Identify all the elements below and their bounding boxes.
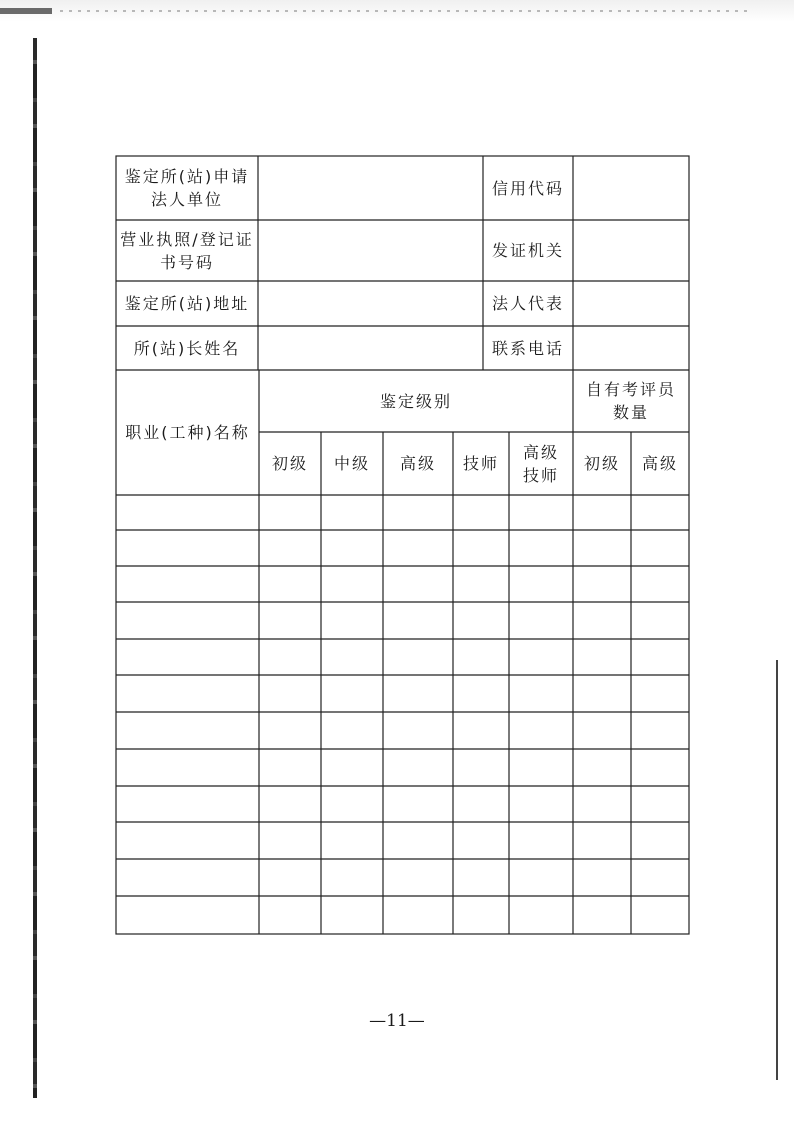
occupation-name-cell[interactable]	[117, 897, 258, 933]
level-senior-technician-cell[interactable]	[510, 823, 572, 858]
certification-level-header: 鉴定级别	[379, 391, 452, 411]
level-column-header: 高级 技师	[522, 442, 559, 485]
level-senior-technician-cell[interactable]	[510, 787, 572, 821]
occupation-name-cell[interactable]	[117, 823, 258, 858]
examiner-column-header: 高级	[641, 454, 678, 473]
level-technician-cell[interactable]	[454, 750, 508, 785]
level-junior-cell[interactable]	[260, 603, 320, 638]
level-senior-technician-cell[interactable]	[510, 531, 572, 565]
level-senior-technician-cell[interactable]	[510, 496, 572, 529]
occupation-name-cell[interactable]	[117, 676, 258, 711]
level-intermediate-cell[interactable]	[322, 750, 382, 785]
examiner-senior-cell[interactable]	[632, 640, 688, 674]
level-senior-cell[interactable]	[384, 897, 452, 933]
level-senior-technician-cell[interactable]	[510, 713, 572, 748]
legal-representative-field[interactable]	[574, 282, 688, 325]
level-senior-cell[interactable]	[384, 860, 452, 895]
level-intermediate-cell[interactable]	[322, 531, 382, 565]
occupation-name-cell[interactable]	[117, 640, 258, 674]
address-label: 鉴定所(站)地址	[124, 294, 250, 313]
examiner-senior-cell[interactable]	[632, 713, 688, 748]
level-senior-technician-cell[interactable]	[510, 750, 572, 785]
phone-label: 联系电话	[491, 338, 564, 358]
examiner-junior-cell[interactable]	[574, 676, 630, 711]
level-technician-cell[interactable]	[454, 713, 508, 748]
occupation-name-cell[interactable]	[117, 531, 258, 565]
level-intermediate-cell[interactable]	[322, 897, 382, 933]
examiner-senior-cell[interactable]	[632, 496, 688, 529]
license-number-label: 营业执照/登记证 书号码	[120, 229, 254, 272]
examiner-junior-cell[interactable]	[574, 567, 630, 601]
examiner-junior-cell[interactable]	[574, 603, 630, 638]
level-senior-technician-cell[interactable]	[510, 860, 572, 895]
occupation-name-cell[interactable]	[117, 787, 258, 821]
legal-representative-label: 法人代表	[491, 294, 564, 313]
level-technician-cell[interactable]	[454, 531, 508, 565]
level-column-header: 中级	[333, 454, 370, 473]
level-junior-cell[interactable]	[260, 713, 320, 748]
occupation-name-header: 职业(工种)名称	[125, 423, 250, 442]
level-technician-cell[interactable]	[454, 860, 508, 895]
issuing-authority-label: 发证机关	[491, 241, 564, 260]
examiner-senior-cell[interactable]	[632, 787, 688, 821]
level-senior-technician-cell[interactable]	[510, 603, 572, 638]
level-technician-cell[interactable]	[454, 897, 508, 933]
occupation-name-cell[interactable]	[117, 496, 258, 529]
level-junior-cell[interactable]	[260, 531, 320, 565]
applicant-unit-field[interactable]	[259, 157, 482, 219]
level-intermediate-cell[interactable]	[322, 860, 382, 895]
examiner-junior-cell[interactable]	[574, 640, 630, 674]
level-senior-cell[interactable]	[384, 713, 452, 748]
level-technician-cell[interactable]	[454, 676, 508, 711]
level-senior-cell[interactable]	[384, 640, 452, 674]
level-senior-cell[interactable]	[384, 750, 452, 785]
applicant-unit-label: 鉴定所(站)申请 法人单位	[124, 167, 250, 209]
occupation-name-cell[interactable]	[117, 603, 258, 638]
level-intermediate-cell[interactable]	[322, 640, 382, 674]
level-senior-technician-cell[interactable]	[510, 640, 572, 674]
examiner-column-header: 初级	[583, 454, 620, 473]
examiner-junior-cell[interactable]	[574, 860, 630, 895]
level-technician-cell[interactable]	[454, 640, 508, 674]
examiner-senior-cell[interactable]	[632, 860, 688, 895]
credit-code-label: 信用代码	[491, 178, 564, 198]
level-junior-cell[interactable]	[260, 496, 320, 529]
level-senior-technician-cell[interactable]	[510, 567, 572, 601]
level-intermediate-cell[interactable]	[322, 603, 382, 638]
level-intermediate-cell[interactable]	[322, 787, 382, 821]
level-junior-cell[interactable]	[260, 823, 320, 858]
director-name-field[interactable]	[259, 327, 482, 369]
level-intermediate-cell[interactable]	[322, 713, 382, 748]
level-senior-technician-cell[interactable]	[510, 676, 572, 711]
level-column-header: 高级	[399, 454, 436, 473]
examiner-junior-cell[interactable]	[574, 713, 630, 748]
level-senior-cell[interactable]	[384, 567, 452, 601]
level-technician-cell[interactable]	[454, 787, 508, 821]
level-junior-cell[interactable]	[260, 676, 320, 711]
level-intermediate-cell[interactable]	[322, 496, 382, 529]
level-column-header: 初级	[271, 454, 308, 473]
issuing-authority-field[interactable]	[574, 221, 688, 280]
examiner-junior-cell[interactable]	[574, 897, 630, 933]
level-junior-cell[interactable]	[260, 640, 320, 674]
examiner-senior-cell[interactable]	[632, 676, 688, 711]
credit-code-field[interactable]	[574, 157, 688, 219]
level-intermediate-cell[interactable]	[322, 823, 382, 858]
level-senior-cell[interactable]	[384, 676, 452, 711]
occupation-name-cell[interactable]	[117, 750, 258, 785]
level-column-header: 技师	[462, 454, 499, 473]
level-technician-cell[interactable]	[454, 496, 508, 529]
level-senior-cell[interactable]	[384, 603, 452, 638]
license-number-field[interactable]	[259, 221, 482, 280]
level-intermediate-cell[interactable]	[322, 676, 382, 711]
examiner-senior-cell[interactable]	[632, 531, 688, 565]
address-field[interactable]	[259, 282, 482, 325]
level-senior-cell[interactable]	[384, 787, 452, 821]
level-junior-cell[interactable]	[260, 750, 320, 785]
level-technician-cell[interactable]	[454, 567, 508, 601]
examiner-senior-cell[interactable]	[632, 823, 688, 858]
phone-field[interactable]	[574, 327, 688, 369]
examiner-junior-cell[interactable]	[574, 496, 630, 529]
examiner-junior-cell[interactable]	[574, 823, 630, 858]
level-senior-cell[interactable]	[384, 531, 452, 565]
page-number: —11—	[369, 1011, 425, 1031]
occupation-name-cell[interactable]	[117, 713, 258, 748]
level-technician-cell[interactable]	[454, 823, 508, 858]
examiner-senior-cell[interactable]	[632, 567, 688, 601]
level-senior-cell[interactable]	[384, 496, 452, 529]
examiner-senior-cell[interactable]	[632, 603, 688, 638]
level-intermediate-cell[interactable]	[322, 567, 382, 601]
level-senior-technician-cell[interactable]	[510, 897, 572, 933]
occupation-name-cell[interactable]	[117, 567, 258, 601]
level-junior-cell[interactable]	[260, 567, 320, 601]
examiner-junior-cell[interactable]	[574, 787, 630, 821]
examiner-senior-cell[interactable]	[632, 750, 688, 785]
level-junior-cell[interactable]	[260, 860, 320, 895]
examiner-senior-cell[interactable]	[632, 897, 688, 933]
examiner-junior-cell[interactable]	[574, 531, 630, 565]
level-technician-cell[interactable]	[454, 603, 508, 638]
level-junior-cell[interactable]	[260, 897, 320, 933]
director-name-label: 所(站)长姓名	[133, 338, 241, 358]
level-senior-cell[interactable]	[384, 823, 452, 858]
examiner-count-header: 自有考评员 数量	[585, 380, 676, 422]
occupation-name-cell[interactable]	[117, 860, 258, 895]
level-junior-cell[interactable]	[260, 787, 320, 821]
examiner-junior-cell[interactable]	[574, 750, 630, 785]
